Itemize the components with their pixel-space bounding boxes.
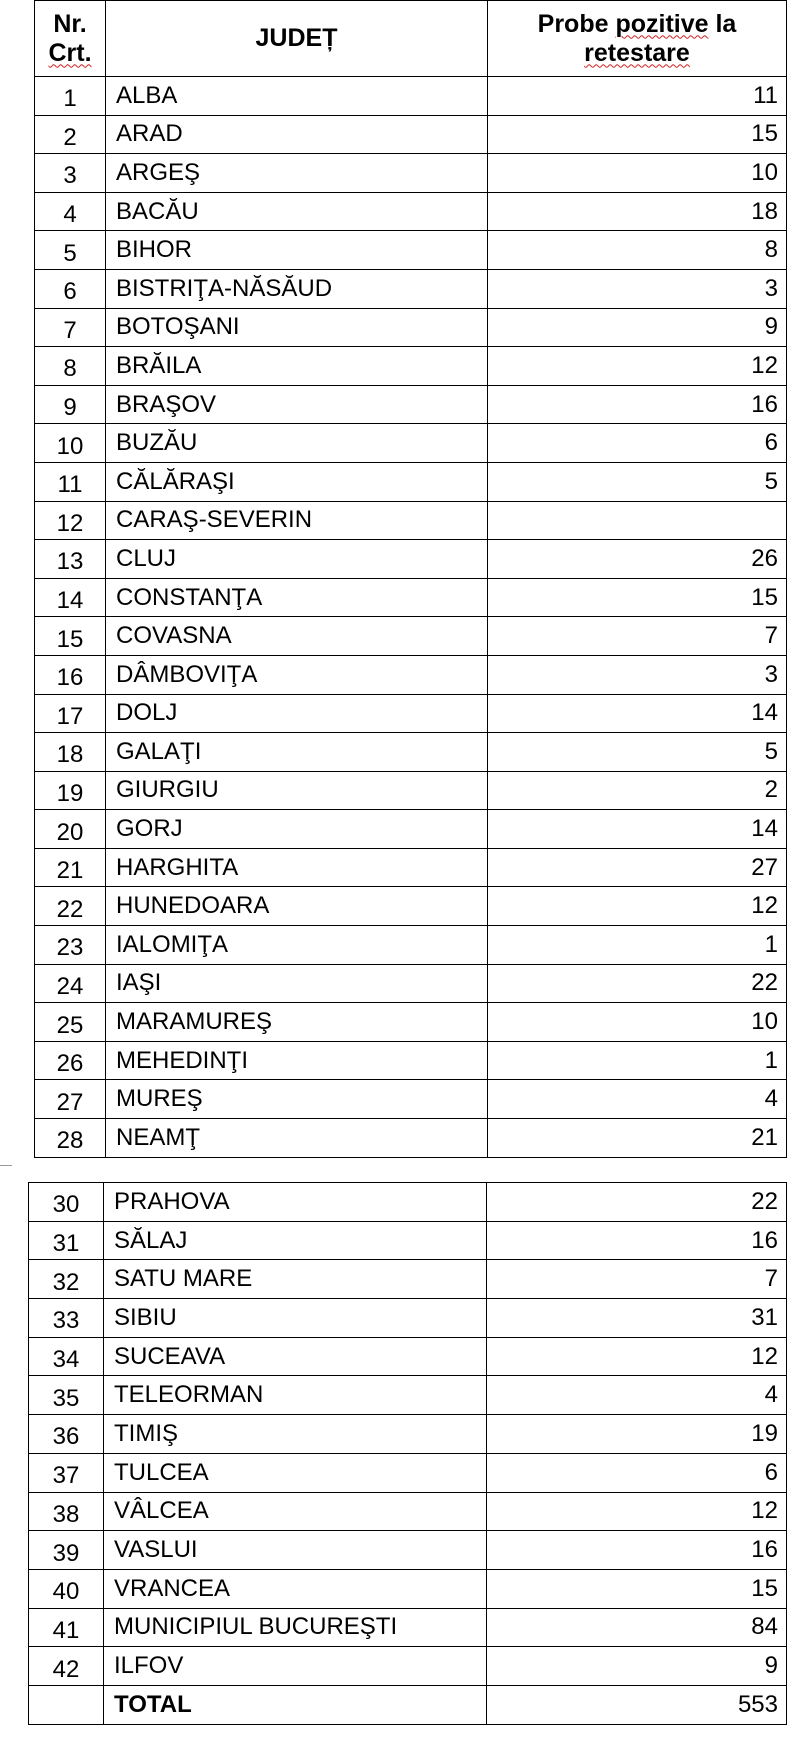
table-row [35,1003,787,1042]
positive-count: 31 [487,1299,787,1338]
county-table-top [34,0,787,1158]
table-row [29,1492,787,1531]
county-name: ALBA [106,77,488,116]
county-name: GALAŢI [106,733,488,772]
header-probe-pre: Probe [537,9,616,38]
county-name: NEAMŢ [106,1119,488,1158]
header-retestare: retestare [584,38,690,67]
positive-count: 7 [487,1260,787,1299]
positive-count: 21 [488,1119,787,1158]
positive-count: 5 [488,733,787,772]
table-row [35,308,787,347]
row-number: 33 [29,1299,104,1338]
table-row [35,192,787,231]
positive-count: 16 [487,1221,787,1260]
table-row [35,154,787,193]
row-number: 34 [29,1337,104,1376]
county-name: IALOMIŢA [106,926,488,965]
county-name: MEHEDINŢI [106,1041,488,1080]
positive-count [488,501,787,540]
county-name: TELEORMAN [104,1376,487,1415]
positive-count: 9 [488,308,787,347]
total-value: 553 [487,1685,787,1724]
row-number: 22 [35,887,106,926]
row-number: 2 [35,115,106,154]
header-nr-crt [35,1,106,77]
table-row [29,1569,787,1608]
positive-count: 10 [488,154,787,193]
table-row [35,1119,787,1158]
county-name: COVASNA [106,617,488,656]
table-row [35,617,787,656]
table-row [35,655,787,694]
row-number: 13 [35,540,106,579]
county-name: BRAŞOV [106,385,488,424]
header-probe-post: la [708,9,737,38]
county-name: SIBIU [104,1299,487,1338]
table-row [35,385,787,424]
positive-count: 6 [487,1453,787,1492]
positive-count: 26 [488,540,787,579]
county-name: CONSTANŢA [106,578,488,617]
county-name: MUNICIPIUL BUCUREŞTI [104,1608,487,1647]
positive-count: 14 [488,810,787,849]
county-name: VRANCEA [104,1569,487,1608]
table-row [29,1531,787,1570]
county-name: BRĂILA [106,347,488,386]
positive-count: 16 [488,385,787,424]
county-name: IAŞI [106,964,488,1003]
positive-count: 16 [487,1531,787,1570]
positive-count: 12 [488,887,787,926]
table-body-bottom [29,1183,787,1725]
positive-count: 6 [488,424,787,463]
row-number: 31 [29,1221,104,1260]
table-row [35,964,787,1003]
county-name: BUZĂU [106,424,488,463]
row-number: 40 [29,1569,104,1608]
county-name: BOTOŞANI [106,308,488,347]
positive-count: 8 [488,231,787,270]
row-number: 35 [29,1376,104,1415]
positive-count: 19 [487,1415,787,1454]
table-row [35,733,787,772]
total-row [29,1685,787,1724]
county-name: BACĂU [106,192,488,231]
table-row [29,1415,787,1454]
table-row [35,848,787,887]
row-number: 23 [35,926,106,965]
county-name: CARAŞ-SEVERIN [106,501,488,540]
county-name: SUCEAVA [104,1337,487,1376]
table-row [35,887,787,926]
header-nr-line1: Nr. [53,9,87,38]
row-number: 15 [35,617,106,656]
table-row [35,1080,787,1119]
county-name: DOLJ [106,694,488,733]
row-number: 10 [35,424,106,463]
row-number: 6 [35,269,106,308]
row-number: 38 [29,1492,104,1531]
table-row [29,1647,787,1686]
table-row [35,115,787,154]
table-row [35,269,787,308]
table-row [35,1041,787,1080]
positive-count: 2 [488,771,787,810]
row-number: 20 [35,810,106,849]
row-number: 3 [35,154,106,193]
row-number: 18 [35,733,106,772]
table-row [35,424,787,463]
header-judet: JUDEȚ [106,1,488,77]
county-name: ILFOV [104,1647,487,1686]
row-number: 8 [35,347,106,386]
table-row [35,77,787,116]
county-name: HUNEDOARA [106,887,488,926]
row-number: 25 [35,1003,106,1042]
table-row [29,1337,787,1376]
positive-count: 22 [487,1183,787,1222]
table-row [29,1453,787,1492]
county-name: SĂLAJ [104,1221,487,1260]
positive-count: 12 [487,1492,787,1531]
row-number: 42 [29,1647,104,1686]
row-number: 16 [35,655,106,694]
table-row [29,1608,787,1647]
row-number: 27 [35,1080,106,1119]
row-number: 36 [29,1415,104,1454]
row-number: 24 [35,964,106,1003]
row-number: 17 [35,694,106,733]
county-name: VÂLCEA [104,1492,487,1531]
row-number: 11 [35,462,106,501]
total-label: TOTAL [104,1685,487,1724]
row-number: 26 [35,1041,106,1080]
table-row [29,1299,787,1338]
county-name: SATU MARE [104,1260,487,1299]
county-name: GORJ [106,810,488,849]
positive-count: 14 [488,694,787,733]
header-probe-word: pozitive [615,9,709,38]
table-row [29,1221,787,1260]
positive-count: 18 [488,192,787,231]
row-number: 37 [29,1453,104,1492]
county-name: BISTRIŢA-NĂSĂUD [106,269,488,308]
row-number: 21 [35,848,106,887]
county-name: MARAMUREŞ [106,1003,488,1042]
total-nr [29,1685,104,1724]
header-nr-line2: Crt. [48,38,92,67]
table-row [35,347,787,386]
positive-count: 3 [488,269,787,308]
county-name: CĂLĂRAŞI [106,462,488,501]
table-row [29,1376,787,1415]
row-number: 7 [35,308,106,347]
positive-count: 5 [488,462,787,501]
row-number: 30 [29,1183,104,1222]
row-number: 14 [35,578,106,617]
row-number: 4 [35,192,106,231]
page-edge-mark [0,1165,12,1166]
county-name: MUREŞ [106,1080,488,1119]
row-number: 39 [29,1531,104,1570]
positive-count: 22 [488,964,787,1003]
table-row [35,578,787,617]
table-row [29,1183,787,1222]
positive-count: 27 [488,848,787,887]
row-number: 28 [35,1119,106,1158]
positive-count: 1 [488,926,787,965]
positive-count: 9 [487,1647,787,1686]
positive-count: 10 [488,1003,787,1042]
county-name: ARAD [106,115,488,154]
county-name: ARGEŞ [106,154,488,193]
row-number: 12 [35,501,106,540]
row-number: 32 [29,1260,104,1299]
row-number: 9 [35,385,106,424]
row-number: 5 [35,231,106,270]
positive-count: 1 [488,1041,787,1080]
positive-count: 4 [487,1376,787,1415]
positive-count: 7 [488,617,787,656]
positive-count: 12 [487,1337,787,1376]
table-row [29,1260,787,1299]
table-row [35,540,787,579]
table-row [35,771,787,810]
table-body-top [35,77,787,1158]
table-row [35,462,787,501]
row-number: 1 [35,77,106,116]
positive-count: 15 [487,1569,787,1608]
positive-count: 84 [487,1608,787,1647]
table-row [35,694,787,733]
county-name: TIMIŞ [104,1415,487,1454]
county-name: HARGHITA [106,848,488,887]
table-row [35,810,787,849]
positive-count: 15 [488,115,787,154]
county-name: VASLUI [104,1531,487,1570]
positive-count: 15 [488,578,787,617]
county-name: PRAHOVA [104,1183,487,1222]
row-number: 41 [29,1608,104,1647]
table-row [35,231,787,270]
county-table-bottom [28,1182,787,1725]
row-number: 19 [35,771,106,810]
positive-count: 4 [488,1080,787,1119]
table-row [35,501,787,540]
table-row [35,926,787,965]
county-name: CLUJ [106,540,488,579]
positive-count: 11 [488,77,787,116]
header-probe-pozitive [488,1,787,77]
county-name: BIHOR [106,231,488,270]
header-row [35,1,787,77]
positive-count: 3 [488,655,787,694]
positive-count: 12 [488,347,787,386]
county-name: DÂMBOVIŢA [106,655,488,694]
county-name: TULCEA [104,1453,487,1492]
county-name: GIURGIU [106,771,488,810]
